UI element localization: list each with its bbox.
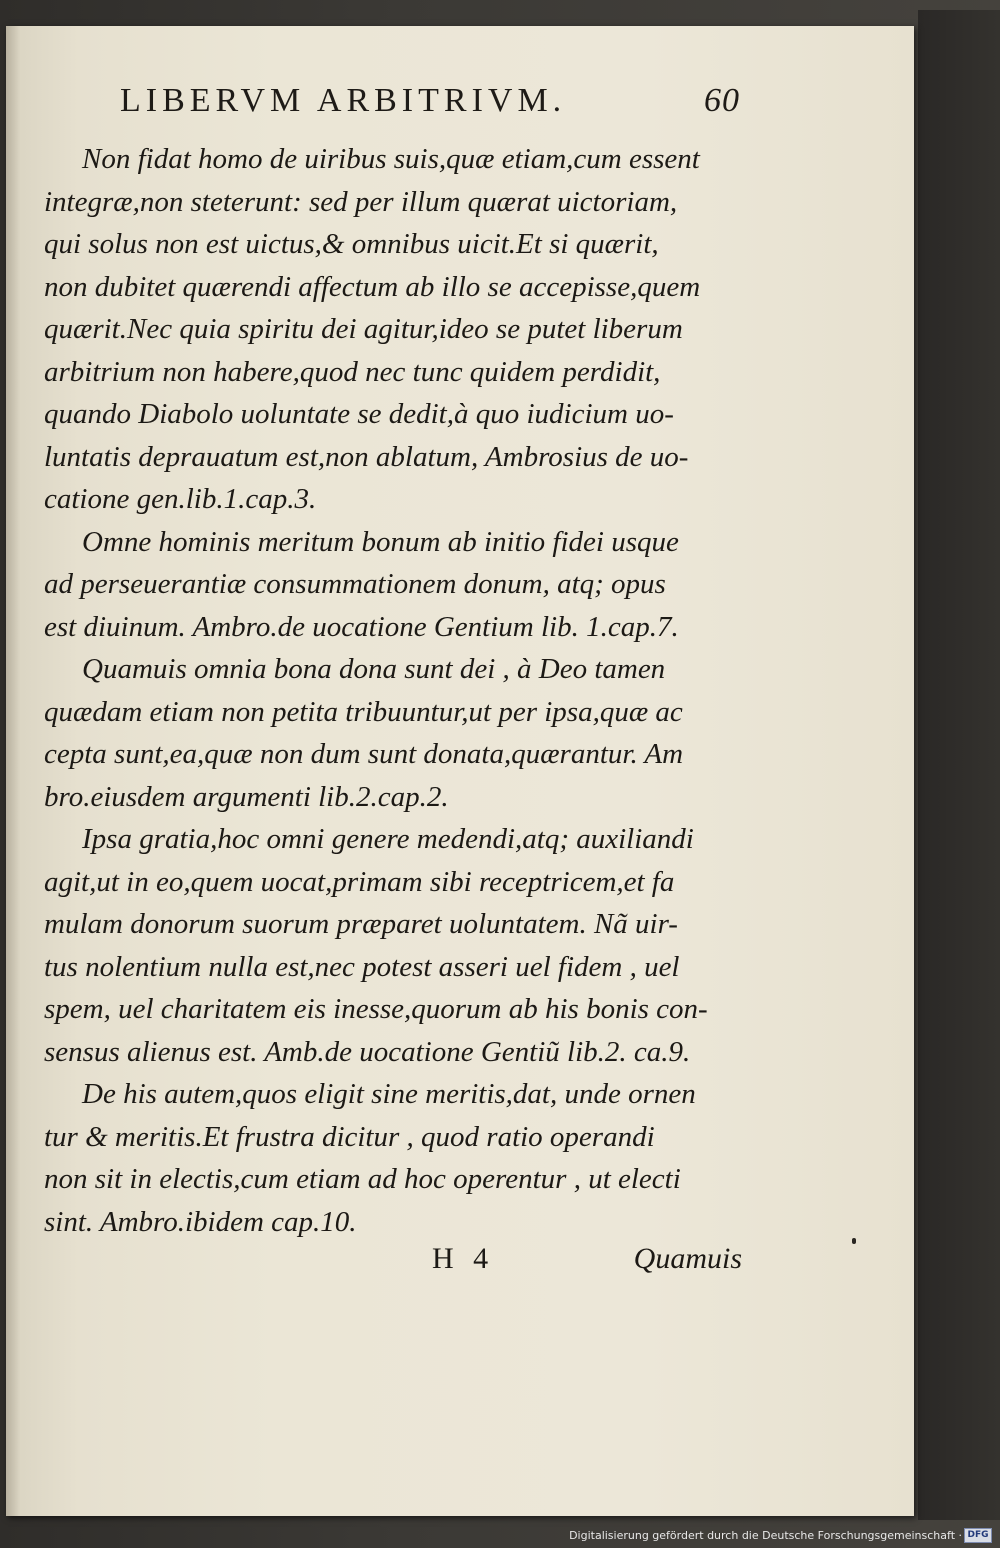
paragraph-2 <box>44 521 744 649</box>
text-line: tus nolentium nulla est,nec potest asseri uel fidem , uel <box>44 950 680 983</box>
paragraph-5 <box>44 1073 744 1243</box>
text-line: qui solus non est uictus,& omnibus uicit.Et si quærit, <box>44 228 659 260</box>
text-line: ad perseuerantiæ consummationem donum, atq; opus <box>44 568 666 600</box>
paragraph-4 <box>44 818 744 1073</box>
text-line: catione gen.lib.1.cap.3. <box>44 483 317 515</box>
paragraph-3 <box>44 648 744 818</box>
page-gutter-shadow <box>6 26 20 1516</box>
paragraph-1 <box>44 138 744 521</box>
text-line: sint. Ambro.ibidem cap.10. <box>44 1205 357 1238</box>
text-line: spem, uel charitatem eis inesse,quorum ab his bonis con- <box>44 993 708 1025</box>
text-line: quærit.Nec quia spiritu dei agitur,ideo se putet liberum <box>44 313 683 345</box>
text-line: cepta sunt,ea,quæ non dum sunt donata,quærantur. Am <box>44 738 684 770</box>
text-line: Omne hominis meritum bonum ab initio fidei usque <box>82 525 679 558</box>
page-footer <box>432 1242 742 1286</box>
text-line: Ipsa gratia,hoc omni genere medendi,atq; auxiliandi <box>82 823 694 855</box>
text-line: est diuinum. Ambro.de uocatione Gentium lib. 1.cap.7. <box>44 610 679 643</box>
text-line: non sit in electis,cum etiam ad hoc operentur , ut electi <box>44 1163 681 1195</box>
text-line: mulam donorum suorum præparet uoluntatem. Nã uir- <box>44 908 678 940</box>
running-title: LIBERVM ARBITRIVM. <box>120 82 567 119</box>
body-text <box>44 138 744 1243</box>
text-line: De his autem,quos eligit sine meritis,dat, unde ornen <box>82 1078 696 1110</box>
text-line: quando Diabolo uoluntate se dedit,à quo iudicium uo- <box>44 398 674 430</box>
text-line: agit,ut in eo,quem uocat,primam sibi receptricem,et fa <box>44 865 675 898</box>
dfg-logo-icon[interactable]: DFG <box>964 1528 992 1543</box>
signature-mark: H 4 <box>432 1242 495 1275</box>
text-line: sensus alienus est. Amb.de uocatione Gentiũ lib.2. ca.9. <box>44 1035 691 1068</box>
text-line: non dubitet quærendi affectum ab illo se accepisse,quem <box>44 270 701 303</box>
text-line: integræ,non steterunt: sed per illum quærat uictoriam, <box>44 185 678 218</box>
text-line: Non fidat homo de uiribus suis,quæ etiam,cum essent <box>82 143 700 175</box>
ink-speck <box>852 1238 856 1244</box>
page-number: 60 <box>704 82 740 119</box>
digitization-credit: Digitalisierung gefördert durch die Deutsche Forschungsgemeinschaft · <box>569 1529 962 1542</box>
scan-margin-strip <box>918 10 1000 1520</box>
running-header <box>120 82 740 126</box>
catchword: Quamuis <box>633 1242 742 1275</box>
text-line: luntatis deprauatum est,non ablatum, Ambrosius de uo- <box>44 440 689 473</box>
text-line: Quamuis omnia bona dona sunt dei , à Deo tamen <box>82 653 666 685</box>
text-line: tur & meritis.Et frustra dicitur , quod ratio operandi <box>44 1120 655 1153</box>
text-line: bro.eiusdem argumenti lib.2.cap.2. <box>44 780 449 813</box>
text-line: quædam etiam non petita tribuuntur,ut per ipsa,quæ ac <box>44 695 683 728</box>
text-line: arbitrium non habere,quod nec tunc quidem perdidit, <box>44 355 661 388</box>
